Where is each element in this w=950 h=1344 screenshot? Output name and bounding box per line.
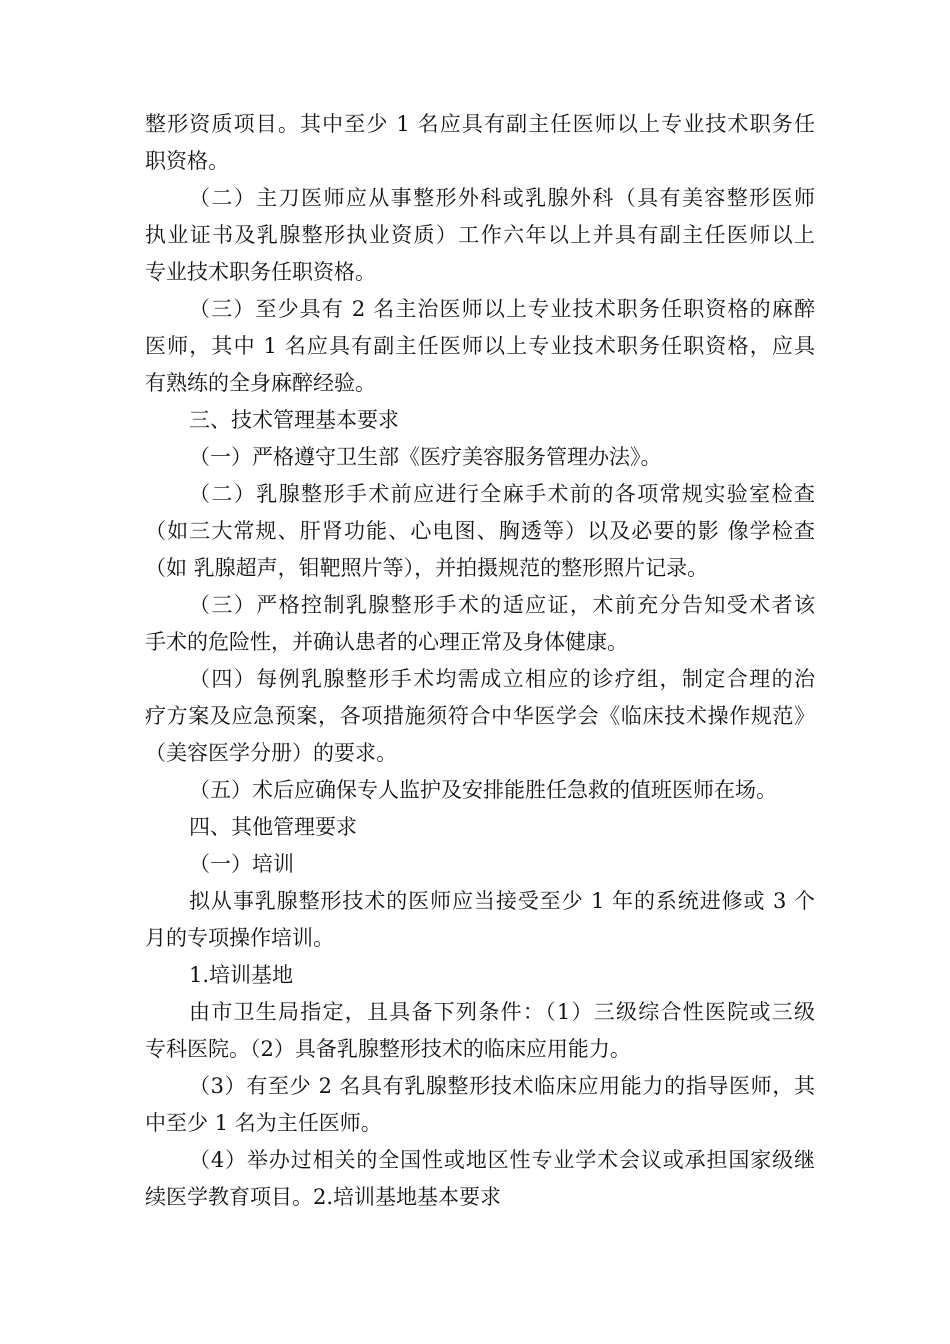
text-line: （4）举办过相关的全国性或地区性专业学术会议或承担国家级继 (189, 1148, 815, 1172)
text-line: 四、其他管理要求 (189, 815, 357, 839)
text-line: 1.培训基地 (189, 963, 294, 987)
text-line: 由市卫生局指定，且具备下列条件：（1）三级综合性医院或三级 (189, 1000, 815, 1024)
text-line: 整形资质项目。其中至少 1 名应具有副主任医师以上专业技术职务任 (145, 112, 815, 136)
text-line: （如三大常规、肝肾功能、心电图、胸透等）以及必要的影 像学检查 (145, 519, 815, 543)
text-line: （四）每例乳腺整形手术均需成立相应的诊疗组，制定合理的治 (189, 667, 815, 691)
text-line: （一）严格遵守卫生部《医疗美容服务管理办法》。 (189, 445, 662, 469)
text-line: 三、技术管理基本要求 (189, 408, 399, 432)
text-line: （一）培训 (189, 852, 294, 876)
text-line: 拟从事乳腺整形技术的医师应当接受至少 1 年的系统进修或 3 个 (189, 889, 815, 913)
text-line: 有熟练的全身麻醉经验。 (145, 371, 376, 395)
text-line: （三）严格控制乳腺整形手术的适应证，术前充分告知受术者该 (189, 593, 815, 617)
text-line: （五）术后应确保专人监护及安排能胜任急救的值班医师在场。 (189, 778, 777, 802)
text-line: 疗方案及应急预案，各项措施须符合中华医学会《临床技术操作规范》 (145, 704, 815, 728)
text-line: （二）主刀医师应从事整形外科或乳腺外科（具有美容整形医师 (189, 186, 815, 210)
text-line: 中至少 1 名为主任医师。 (145, 1111, 382, 1135)
text-line: （三）至少具有 2 名主治医师以上专业技术职务任职资格的麻醉 (189, 297, 815, 321)
text-line: 手术的危险性，并确认患者的心理正常及身体健康。 (145, 630, 628, 654)
text-line: 医师，其中 1 名应具有副主任医师以上专业技术职务任职资格，应具 (145, 334, 815, 358)
text-line: 执业证书及乳腺整形执业资质）工作六年以上并具有副主任医师以上 (145, 223, 815, 247)
text-line: （二）乳腺整形手术前应进行全麻手术前的各项常规实验室检查 (189, 482, 815, 506)
text-line: （如 乳腺超声，钼靶照片等），并拍摄规范的整形照片记录。 (145, 556, 709, 580)
text-line: 月的专项操作培训。 (145, 926, 334, 950)
document-body (145, 106, 815, 1216)
text-line: 专业技术职务任职资格。 (145, 260, 376, 284)
text-line: （3）有至少 2 名具有乳腺整形技术临床应用能力的指导医师，其 (189, 1074, 815, 1098)
text-line: 专科医院。（2）具备乳腺整形技术的临床应用能力。 (145, 1037, 631, 1061)
text-line: 续医学教育项目。2.培训基地基本要求 (145, 1185, 502, 1209)
text-line: （美容医学分册）的要求。 (145, 741, 397, 765)
text-line: 职资格。 (145, 149, 229, 173)
